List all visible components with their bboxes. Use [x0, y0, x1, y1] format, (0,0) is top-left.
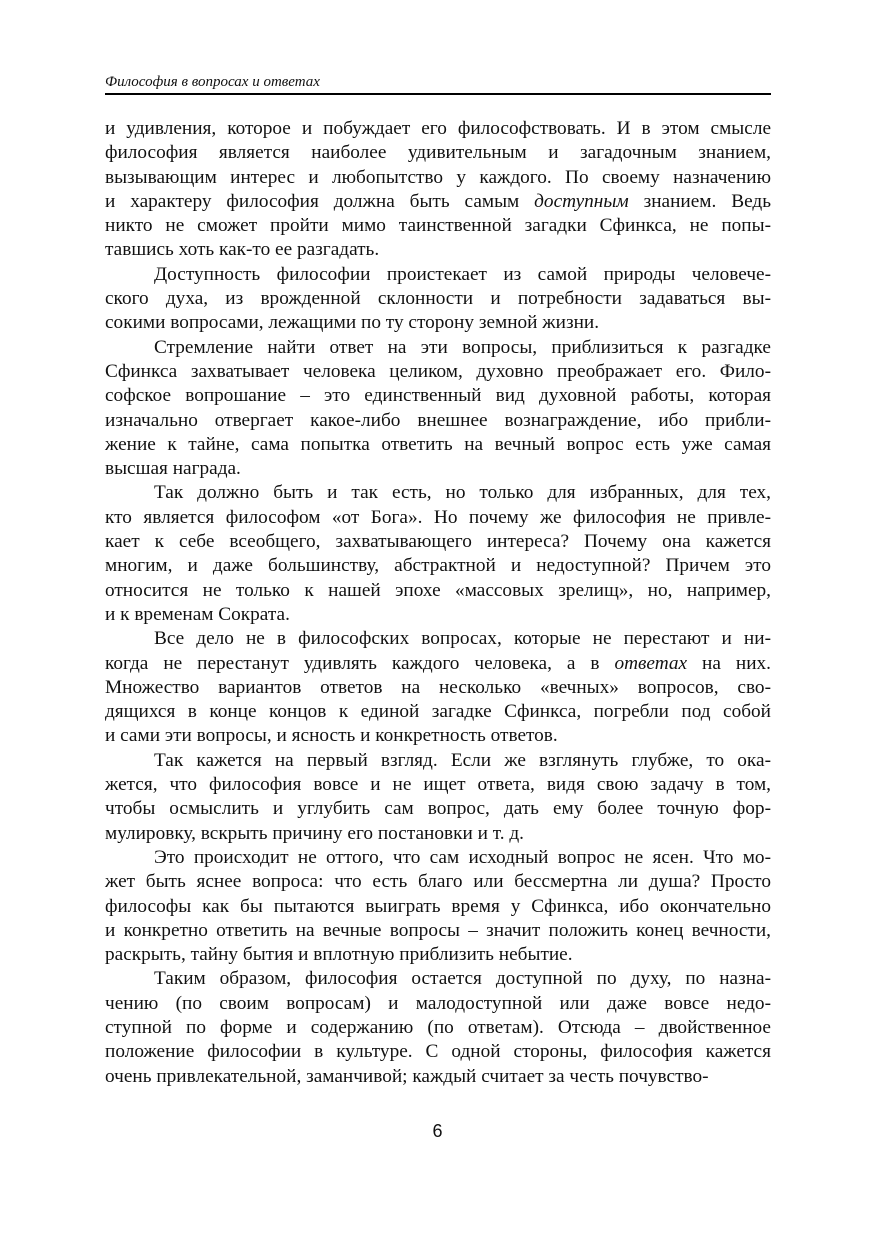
text-line: [105, 749, 771, 773]
text-line: [105, 967, 771, 991]
text-segment: многим, и даже большинству, абстрактной и недоступной? Причем это: [105, 555, 771, 577]
text-segment: и характеру философия должна быть самым: [105, 190, 535, 212]
text-line: [105, 822, 771, 846]
text-segment: Это происходит не оттого, что сам исходный вопрос не ясен. Что мо-: [154, 846, 771, 868]
text-segment: положение философии в культуре. С одной стороны, философия кажется: [105, 1041, 771, 1063]
text-line: [105, 336, 771, 360]
text-line: [105, 797, 771, 821]
text-line: [105, 263, 771, 287]
text-line: [105, 554, 771, 578]
text-line: [105, 943, 771, 967]
text-segment: жется, что философия вовсе и не ищет ответа, видя свою задачу в том,: [105, 774, 771, 796]
text-line: [105, 1065, 771, 1089]
text-segment: Все дело не в философских вопросах, которые не перестают и ни-: [154, 628, 771, 650]
paragraph: [105, 263, 771, 336]
text-segment: ступной по форме и содержанию (по ответам). Отсюда – двойственное: [105, 1016, 771, 1038]
text-line: [105, 166, 771, 190]
paragraph: [105, 627, 771, 748]
text-segment: относится не только к нашей эпохе «массовых зрелищ», но, например,: [105, 579, 771, 601]
text-segment: тавшись хоть как-то ее разгадать.: [105, 239, 380, 261]
text-line: [105, 676, 771, 700]
text-segment: и конкретно ответить на вечные вопросы – значит положить конец вечности,: [105, 919, 771, 941]
text-line: [105, 1040, 771, 1064]
header-title: Философия в вопросах и ответах: [105, 74, 320, 90]
text-segment: чтобы осмыслить и углубить сам вопрос, дать ему более точную фор-: [105, 798, 771, 820]
paragraph: [105, 749, 771, 846]
text-segment: кает к себе всеобщего, захватывающего интереса? Почему она кажется: [105, 531, 771, 553]
text-segment: Доступность философии проистекает из самой природы человече-: [154, 263, 771, 285]
text-segment: сокими вопросами, лежащими по ту сторону земной жизни.: [105, 312, 600, 334]
page-number: 6: [432, 1121, 443, 1141]
text-segment: Стремление найти ответ на эти вопросы, приблизиться к разгадке: [154, 336, 771, 358]
text-line: [105, 117, 771, 141]
text-segment: жет быть яснее вопроса: что есть благо или бессмертна ли душа? Просто: [105, 871, 771, 893]
text-segment: очень привлекательной, заманчивой; каждый считает за честь почувство-: [105, 1065, 709, 1087]
text-segment: и к временам Сократа.: [105, 603, 290, 625]
paragraph: [105, 117, 771, 263]
text-line: [105, 700, 771, 724]
text-line: [105, 214, 771, 238]
text-line: [105, 773, 771, 797]
text-line: [105, 846, 771, 870]
text-line: [105, 287, 771, 311]
text-line: [105, 506, 771, 530]
text-line: [105, 1016, 771, 1040]
text-segment: кто является философом «от Бога». Но почему же философия не привле-: [105, 506, 771, 528]
text-segment: раскрыть, тайну бытия и вплотную приблизить небытие.: [105, 944, 573, 966]
text-line: [105, 311, 771, 335]
paragraph: [105, 846, 771, 967]
text-line: [105, 724, 771, 748]
text-segment: чению (по своим вопросам) и малодоступной или даже вовсе недо-: [105, 992, 771, 1014]
text-segment: философы как бы пытаются выиграть время у Сфинкса, ибо окончательно: [105, 895, 771, 917]
text-line: [105, 457, 771, 481]
text-segment: Сфинкса захватывает человека целиком, духовно преображает его. Фило-: [105, 360, 771, 382]
text-line: [105, 652, 771, 676]
text-segment: мулировку, вскрыть причину его постановки и т. д.: [105, 822, 525, 844]
text-segment: Так должно быть и так есть, но только для избранных, для тех,: [154, 482, 771, 504]
text-segment: и сами эти вопросы, и ясность и конкретность ответов.: [105, 725, 558, 747]
text-line: [105, 530, 771, 554]
text-line: [105, 992, 771, 1016]
paragraph: [105, 481, 771, 627]
text-segment: Так кажется на первый взгляд. Если же взглянуть глубже, то ока-: [154, 749, 771, 771]
text-line: [105, 895, 771, 919]
text-segment: знанием. Ведь: [628, 190, 771, 212]
text-line: [105, 481, 771, 505]
text-line: [105, 360, 771, 384]
text-line: [105, 579, 771, 603]
text-segment: ского духа, из врожденной склонности и потребности задаваться вы-: [105, 288, 771, 310]
text-line: [105, 190, 771, 214]
text-segment: высшая награда.: [105, 458, 241, 480]
text-line: [105, 603, 771, 627]
text-segment: жение к тайне, сама попытка ответить на вечный вопрос есть уже самая: [105, 433, 771, 455]
paragraph: [105, 336, 771, 482]
text-segment: Множество вариантов ответов на несколько «вечных» вопросов, сво-: [105, 676, 771, 698]
text-segment: на них.: [687, 652, 771, 674]
text-line: [105, 433, 771, 457]
text-line: [105, 141, 771, 165]
text-segment: никто не сможет пройти мимо таинственной загадки Сфинкса, не попы-: [105, 215, 771, 237]
text-line: [105, 919, 771, 943]
text-line: [105, 627, 771, 651]
text-segment: софское вопрошание – это единственный вид духовной работы, которая: [105, 385, 771, 407]
text-segment: и удивления, которое и побуждает его философствовать. И в этом смысле: [105, 118, 771, 139]
emphasis-text: доступным: [534, 190, 629, 212]
emphasis-text: ответах: [614, 652, 688, 674]
text-line: [105, 238, 771, 262]
text-segment: дящихся в конце концов к единой загадке Сфинкса, погребли под собой: [105, 701, 771, 723]
text-segment: изначально отвергает какое-либо внешнее вознаграждение, ибо прибли-: [105, 409, 771, 431]
paragraph: [105, 967, 771, 1088]
text-line: [105, 384, 771, 408]
text-segment: философия является наиболее удивительным и загадочным знанием,: [105, 142, 771, 164]
text-segment: Таким образом, философия остается доступной по духу, по назна-: [154, 968, 771, 990]
body-text: [105, 117, 771, 1089]
text-segment: когда не перестанут удивлять каждого человека, а в: [105, 652, 615, 674]
running-header: [105, 73, 771, 95]
text-line: [105, 409, 771, 433]
text-line: [105, 870, 771, 894]
text-segment: вызывающим интерес и любопытство у каждого. По своему назначению: [105, 166, 771, 188]
